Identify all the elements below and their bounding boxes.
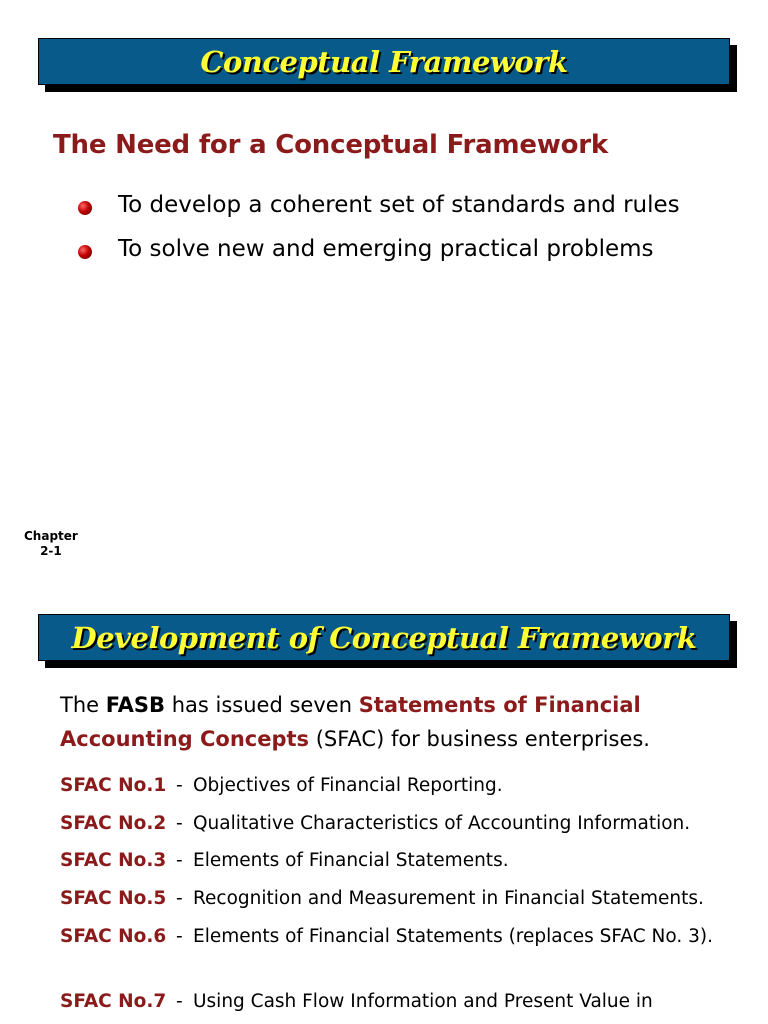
intro-text: has issued seven (165, 693, 359, 717)
chapter-number: 2-1 (40, 544, 62, 558)
slide1-title: Conceptual Framework (200, 45, 568, 79)
sfac-item: SFAC No.6 - Elements of Financial Statements (replaces SFAC No. 3). (60, 922, 740, 951)
sfac-label: SFAC No.7 (60, 991, 167, 1012)
chapter-label: Chapter (24, 529, 78, 543)
sfac-item: SFAC No.1 - Objectives of Financial Reporting. (60, 771, 740, 800)
slide1-title-banner (38, 38, 730, 85)
sfac-label: SFAC No.5 (60, 888, 167, 909)
sfac-item: SFAC No.5 - Recognition and Measurement in Financial Statements. (60, 884, 740, 913)
bullet-text: To develop a coherent set of standards and rules (118, 192, 680, 218)
sfac-label: SFAC No.2 (60, 813, 167, 834)
bullet-dot-icon (78, 201, 92, 215)
sfac-desc: Using Cash Flow Information and Present Value in (193, 991, 653, 1012)
sfac-desc: Objectives of Financial Reporting. (193, 775, 503, 796)
sfac-label: SFAC No.6 (60, 926, 167, 947)
sfac-label: SFAC No.3 (60, 850, 167, 871)
fasb-label: FASB (105, 693, 166, 717)
sfac-item: SFAC No.7 - Using Cash Flow Information and Present Value in (60, 987, 740, 1016)
slide2-title-banner (38, 614, 730, 661)
slide1-subtitle: The Need for a Conceptual Framework (53, 130, 609, 160)
chapter-marker (24, 529, 78, 559)
sfac-desc: Recognition and Measurement in Financial Statements. (193, 888, 704, 909)
sfac-item: SFAC No.2 - Qualitative Characteristics of Accounting Information. (60, 809, 740, 838)
intro-text: (SFAC) for business enterprises. (309, 727, 650, 751)
sfac-label: SFAC No.1 (60, 775, 167, 796)
sfac-item: SFAC No.3 - Elements of Financial Statements. (60, 846, 740, 875)
sfac-desc: Qualitative Characteristics of Accounting Information. (193, 813, 691, 834)
sfac-desc: Elements of Financial Statements. (193, 850, 509, 871)
bullet-text: To solve new and emerging practical problems (118, 236, 654, 262)
intro-text: The (60, 693, 106, 717)
bullet-dot-icon (78, 245, 92, 259)
sfac-desc: Elements of Financial Statements (replaces SFAC No. 3). (193, 926, 713, 947)
slide2-intro (60, 688, 720, 756)
slide2-title: Development of Conceptual Framework (71, 621, 697, 655)
statements-label: Statements of Financial Accounting Concepts (60, 693, 641, 751)
